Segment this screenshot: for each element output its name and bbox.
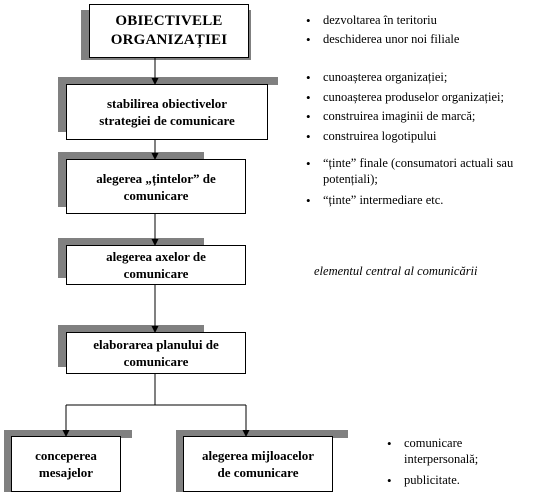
targets-box-shadow-side (58, 152, 66, 207)
objectives-box (89, 4, 249, 58)
plan-box-shadow-side (58, 325, 66, 367)
targets-line-1: alegerea „țintelor” de (96, 170, 216, 186)
messages-box (11, 436, 121, 492)
objectives-notes (306, 13, 551, 50)
objectives-note-2: • deschiderea unor noi filiale (306, 32, 551, 48)
axes-box-shadow-side (58, 238, 66, 278)
plan-box (66, 332, 246, 374)
communication-objectives-note-1: • cunoașterea organizației; (306, 70, 554, 86)
messages-line-1: conceperea (35, 448, 97, 463)
means-note-2: • publicitate. (387, 473, 527, 489)
objectives-note-1: • dezvoltarea în teritoriu (306, 13, 551, 29)
axes-central-note: elementul central al comunicării (314, 264, 478, 278)
targets-note-1: • “ținte” finale (consumatori actuali sau potențiali); (306, 156, 526, 187)
means-note-1: • comunicare interpersonală; (387, 436, 527, 467)
means-line-2: de comunicare (217, 465, 299, 480)
communication-objectives-notes (306, 70, 554, 147)
communication-objectives-note-2: • cunoașterea produselor organizației; (306, 90, 554, 106)
means-notes (387, 436, 527, 492)
targets-line-2: comunicare (123, 187, 189, 203)
plan-line-1: elaborarea planului de (93, 337, 219, 352)
means-box (183, 436, 333, 492)
communication-objectives-box (66, 84, 268, 140)
axes-line-2: comunicare (123, 266, 189, 281)
communication-objectives-line-1: stabilirea obiectivelor (107, 96, 227, 111)
objectives-line-1: OBIECTIVELE (115, 13, 223, 29)
means-line-1: alegerea mijloacelor (201, 448, 314, 463)
messages-line-2: mesajelor (38, 465, 94, 480)
axes-line-1: alegerea axelor de (106, 249, 206, 264)
communication-objectives-note-3: • construirea imaginii de marcă; (306, 109, 554, 125)
axes-box (66, 245, 246, 285)
communication-objectives-box-shadow-side (58, 77, 66, 132)
targets-notes (306, 156, 526, 212)
targets-box (66, 159, 246, 214)
targets-note-2: • “ținte” intermediare etc. (306, 193, 526, 209)
communication-objectives-note-4: • construirea logotipului (306, 129, 554, 145)
plan-line-2: comunicare (123, 354, 189, 369)
objectives-line-2: ORGANIZAȚIEI (110, 32, 228, 48)
communication-objectives-line-2: strategiei de comunicare (99, 113, 235, 128)
